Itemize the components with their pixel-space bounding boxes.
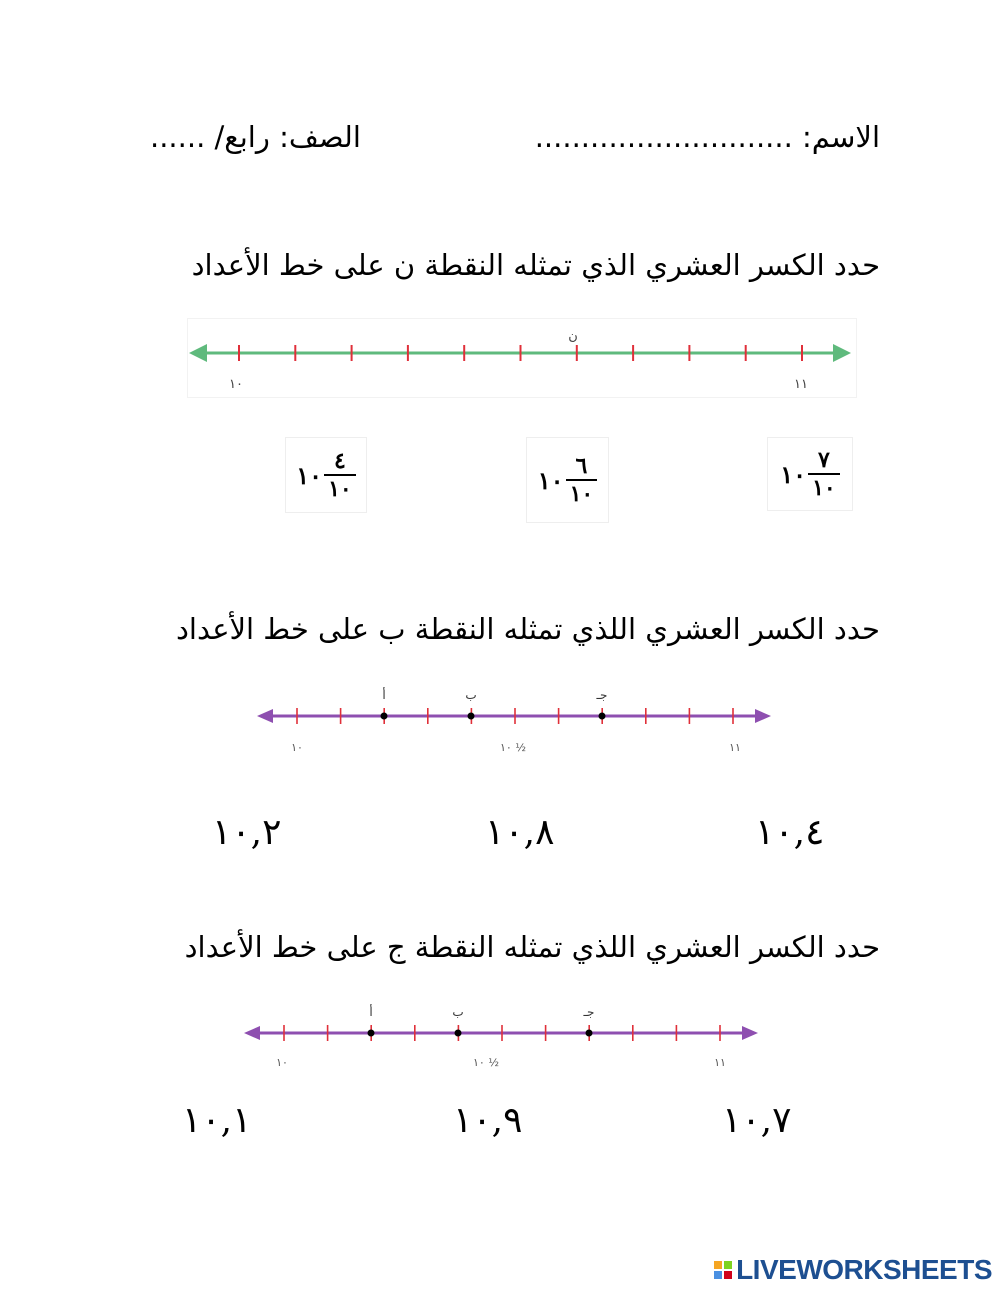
number-line-2-right-arrow xyxy=(755,709,771,723)
number-line-3-point-a xyxy=(368,1030,375,1037)
logo-square xyxy=(714,1261,722,1269)
q1-option-3[interactable] xyxy=(767,437,853,511)
number-line-1-left-arrow xyxy=(189,344,207,362)
number-line-2-point-a xyxy=(381,713,388,720)
number-line-2-mid-label: ١٠ ½ xyxy=(500,741,526,754)
q1-option-2-fraction xyxy=(566,455,598,505)
number-line-3-start-label: ١٠ xyxy=(276,1056,288,1069)
number-line-3-label-c: جـ xyxy=(583,1005,595,1019)
number-line-2-label-b: ب xyxy=(465,688,477,702)
q1-option-3-whole: ١٠ xyxy=(780,459,807,489)
q1-option-3-fraction xyxy=(808,449,840,499)
number-line-3-label-b: ب xyxy=(452,1005,464,1019)
q1-option-2-denominator: ١٠ xyxy=(569,481,594,507)
number-line-2-point-c xyxy=(599,713,606,720)
number-line-1-right-arrow xyxy=(833,344,851,362)
number-line-3-end-label: ١١ xyxy=(714,1056,726,1069)
q3-option-2[interactable]: ١٠,٩ xyxy=(453,1100,523,1141)
q2-option-2[interactable]: ١٠,٨ xyxy=(485,812,555,853)
number-line-2-start-label: ١٠ xyxy=(291,741,303,754)
number-line-3-label-a: أ xyxy=(369,1005,373,1019)
number-line-1-frame xyxy=(188,319,857,398)
question-1-prompt: حدد الكسر العشري الذي تمثله النقطة ن على خط الأعداد xyxy=(191,248,880,282)
question-3-prompt: حدد الكسر العشري اللذي تمثله النقطة ج على خط الأعداد xyxy=(184,930,880,964)
q1-option-2-whole: ١٠ xyxy=(537,465,564,495)
q2-option-1[interactable]: ١٠,٢ xyxy=(212,812,282,853)
name-field-label: الاسم: ............................ xyxy=(534,120,880,154)
q1-option-3-denominator: ١٠ xyxy=(812,475,836,501)
q1-option-1-fraction xyxy=(324,450,356,500)
q1-option-3-numerator: ٧ xyxy=(817,447,830,473)
number-line-1-point-label: ن xyxy=(568,329,578,344)
class-field-label: الصف: رابع/ ...... xyxy=(150,120,361,154)
number-line-1-end-label: ١١ xyxy=(794,377,808,392)
logo-mark-icon xyxy=(714,1261,732,1279)
number-line-2-left-arrow xyxy=(257,709,273,723)
q1-option-2-numerator: ٦ xyxy=(575,453,588,479)
q2-option-3[interactable]: ١٠,٤ xyxy=(755,812,825,853)
number-line-2 xyxy=(255,685,775,775)
q1-option-1[interactable] xyxy=(285,437,367,513)
q1-option-1-denominator: ١٠ xyxy=(328,476,352,502)
question-2-prompt: حدد الكسر العشري اللذي تمثله النقطة ب على خط الأعداد xyxy=(176,612,880,646)
liveworksheets-logo xyxy=(714,1254,992,1286)
number-line-2-point-b xyxy=(468,713,475,720)
number-line-3-left-arrow xyxy=(244,1026,260,1040)
logo-square xyxy=(724,1271,732,1279)
number-line-1 xyxy=(187,318,857,398)
number-line-2-end-label: ١١ xyxy=(729,741,741,754)
number-line-3-point-b xyxy=(455,1030,462,1037)
q3-option-3[interactable]: ١٠,٧ xyxy=(722,1100,792,1141)
number-line-3-point-c xyxy=(586,1030,593,1037)
number-line-3-right-arrow xyxy=(742,1026,758,1040)
q1-option-1-whole: ١٠ xyxy=(296,460,323,490)
q1-option-2[interactable] xyxy=(526,437,609,523)
logo-square xyxy=(714,1271,722,1279)
number-line-2-label-a: أ xyxy=(382,688,386,702)
number-line-3-mid-label: ١٠ ½ xyxy=(473,1056,499,1069)
number-line-1-start-label: ١٠ xyxy=(229,377,243,392)
logo-square xyxy=(724,1261,732,1269)
q3-option-1[interactable]: ١٠,١ xyxy=(182,1100,252,1141)
logo-text: LIVEWORKSHEETS xyxy=(736,1254,992,1285)
number-line-3 xyxy=(242,1002,762,1082)
q1-option-1-numerator: ٤ xyxy=(333,448,346,474)
number-line-2-label-c: جـ xyxy=(596,688,608,702)
